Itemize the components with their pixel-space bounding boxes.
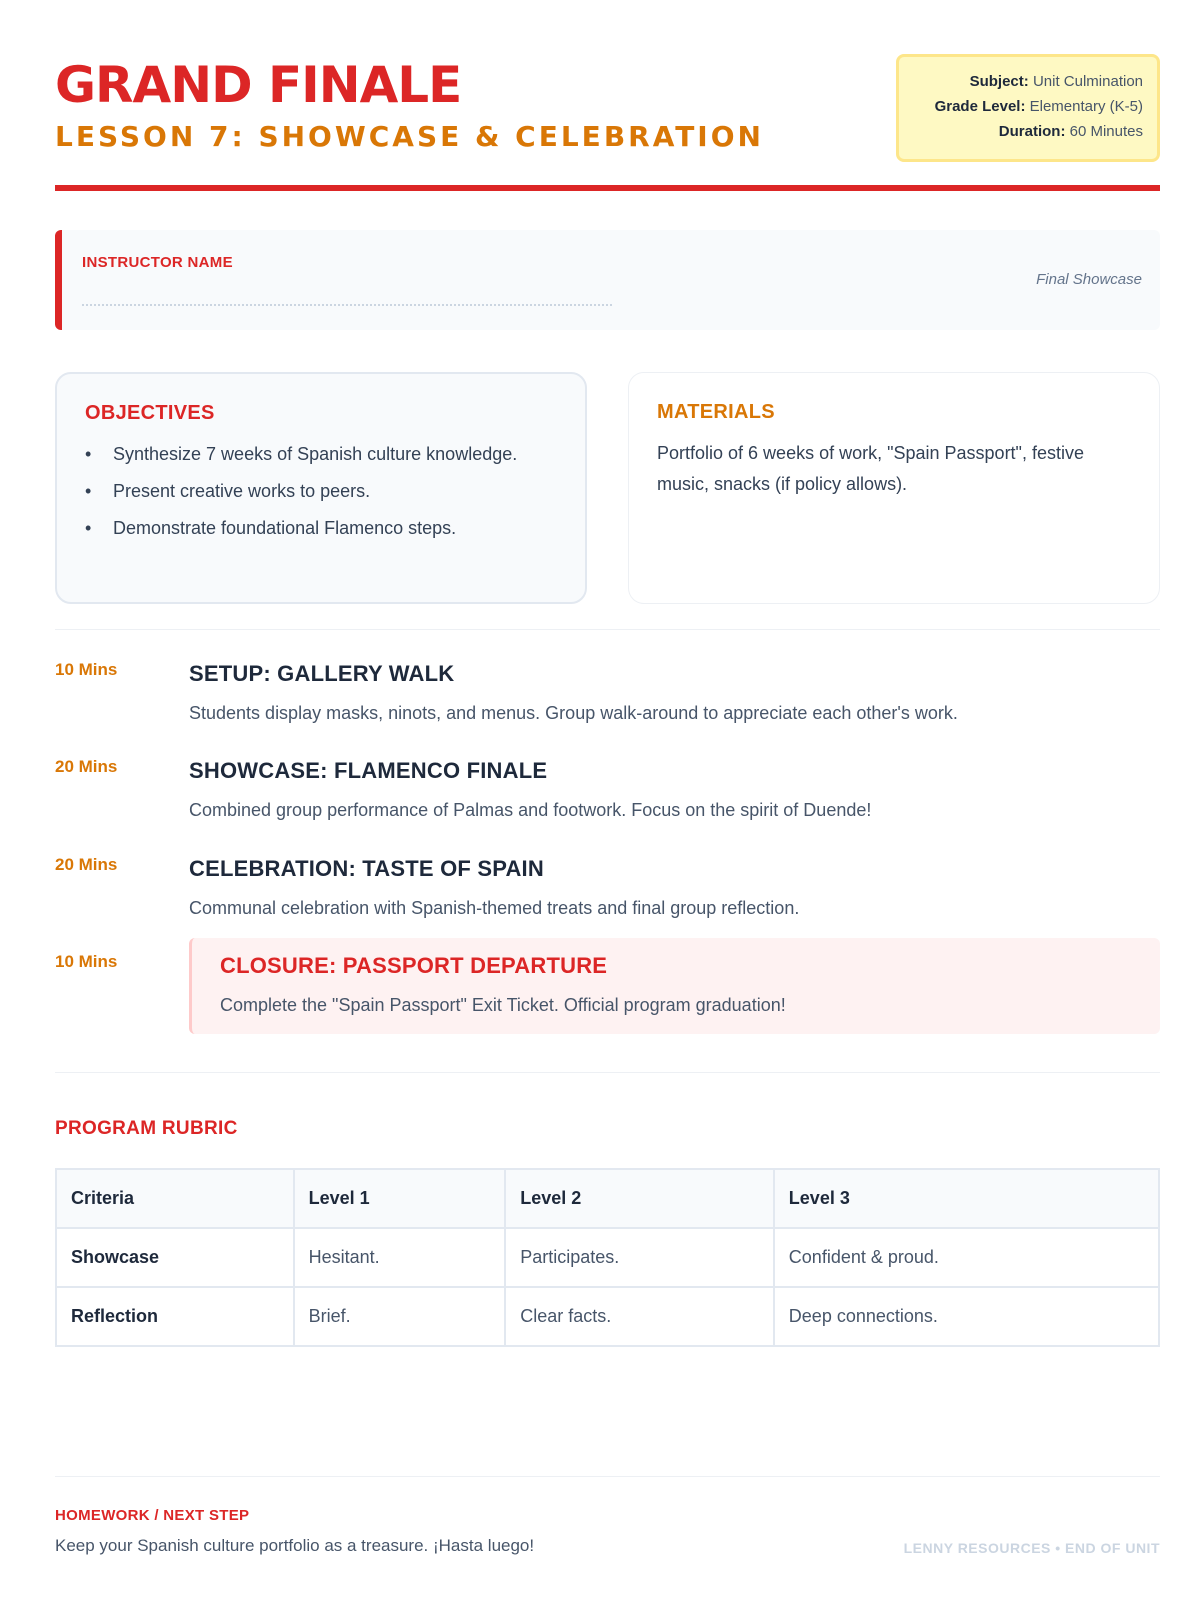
instructor-section: [55, 230, 1160, 330]
objective-item: • Demonstrate foundational Flamenco steps.: [85, 513, 559, 544]
rubric-cell: Hesitant.: [294, 1228, 506, 1287]
rubric-header-cell: Criteria: [56, 1169, 294, 1228]
rubric-cell: Confident & proud.: [774, 1228, 1159, 1287]
footer-divider: [55, 1476, 1160, 1477]
schedule-description: Students display masks, ninots, and menus. Group walk-around to appreciate each other's work.: [189, 703, 958, 723]
objectives-list: [85, 439, 559, 544]
objectives-card: [55, 372, 587, 604]
schedule-item-closure: [55, 952, 1160, 1034]
rubric-header-row: [56, 1169, 1159, 1228]
schedule-description: Combined group performance of Palmas and footwork. Focus on the spirit of Duende!: [189, 800, 872, 820]
meta-duration: Duration: 60 Minutes: [998, 123, 1143, 140]
schedule-time: 10 Mins: [55, 952, 118, 971]
objectives-title: OBJECTIVES: [85, 402, 215, 424]
schedule-item-celebration: [55, 855, 1160, 925]
closure-highlight-box: [189, 938, 1160, 1034]
schedule-title: SETUP: GALLERY WALK: [189, 661, 455, 686]
rubric-criteria-cell: Reflection: [56, 1287, 294, 1346]
rubric-criteria-cell: Showcase: [56, 1228, 294, 1287]
table-row: [56, 1228, 1159, 1287]
table-row: [56, 1287, 1159, 1346]
schedule-item-setup: [55, 660, 1160, 730]
schedule-description: Communal celebration with Spanish-themed treats and final group reflection.: [189, 898, 800, 918]
schedule-title: CELEBRATION: TASTE OF SPAIN: [189, 856, 544, 881]
schedule-body: [189, 855, 1160, 922]
materials-title: MATERIALS: [657, 401, 775, 423]
rubric-header-cell: Level 3: [774, 1169, 1159, 1228]
instructor-note: Final Showcase: [1036, 271, 1142, 288]
rubric-cell: Deep connections.: [774, 1287, 1159, 1346]
schedule-item-showcase: [55, 757, 1160, 827]
materials-text: Portfolio of 6 weeks of work, "Spain Passport", festive music, snacks (if policy allows).: [657, 443, 1084, 494]
bullet-icon: •: [85, 481, 92, 501]
schedule-time: 20 Mins: [55, 855, 118, 874]
objective-item: • Present creative works to peers.: [85, 476, 559, 507]
header: [55, 54, 1160, 188]
schedule-title: SHOWCASE: FLAMENCO FINALE: [189, 758, 548, 783]
schedule-body: [189, 660, 1160, 727]
schedule-title: CLOSURE: PASSPORT DEPARTURE: [220, 953, 608, 978]
schedule-body: [189, 757, 1160, 824]
meta-grade-level: Grade Level: Elementary (K-5): [934, 98, 1143, 115]
lesson-subtitle: LESSON 7: SHOWCASE & CELEBRATION: [55, 120, 764, 153]
instructor-label: INSTRUCTOR NAME: [82, 254, 233, 271]
lesson-meta-box: [896, 54, 1160, 162]
rubric-header-cell: Level 2: [505, 1169, 774, 1228]
meta-subject: Subject: Unit Culmination: [969, 73, 1143, 90]
footer-brand: LENNY RESOURCES • END OF UNIT: [903, 1540, 1160, 1556]
rubric-header-cell: Level 1: [294, 1169, 506, 1228]
materials-card: [628, 372, 1160, 604]
rubric-table: [55, 1168, 1160, 1347]
section-divider: [55, 1072, 1160, 1073]
homework-text: Keep your Spanish culture portfolio as a treasure. ¡Hasta luego!: [55, 1536, 535, 1555]
schedule-description: Complete the "Spain Passport" Exit Ticket. Official program graduation!: [220, 995, 786, 1015]
bullet-icon: •: [85, 444, 92, 464]
schedule-time: 10 Mins: [55, 660, 118, 679]
objective-item: • Synthesize 7 weeks of Spanish culture knowledge.: [85, 439, 559, 470]
header-divider: [55, 185, 1160, 191]
rubric-cell: Brief.: [294, 1287, 506, 1346]
rubric-cell: Participates.: [505, 1228, 774, 1287]
rubric-cell: Clear facts.: [505, 1287, 774, 1346]
instructor-name-field[interactable]: [82, 304, 612, 306]
bullet-icon: •: [85, 518, 92, 538]
schedule-time: 20 Mins: [55, 757, 118, 776]
section-divider: [55, 629, 1160, 630]
page-title: GRAND FINALE: [55, 56, 462, 114]
rubric-title: PROGRAM RUBRIC: [55, 1118, 238, 1139]
lesson-plan-page: [55, 0, 1160, 1600]
homework-label: HOMEWORK / NEXT STEP: [55, 1507, 250, 1524]
